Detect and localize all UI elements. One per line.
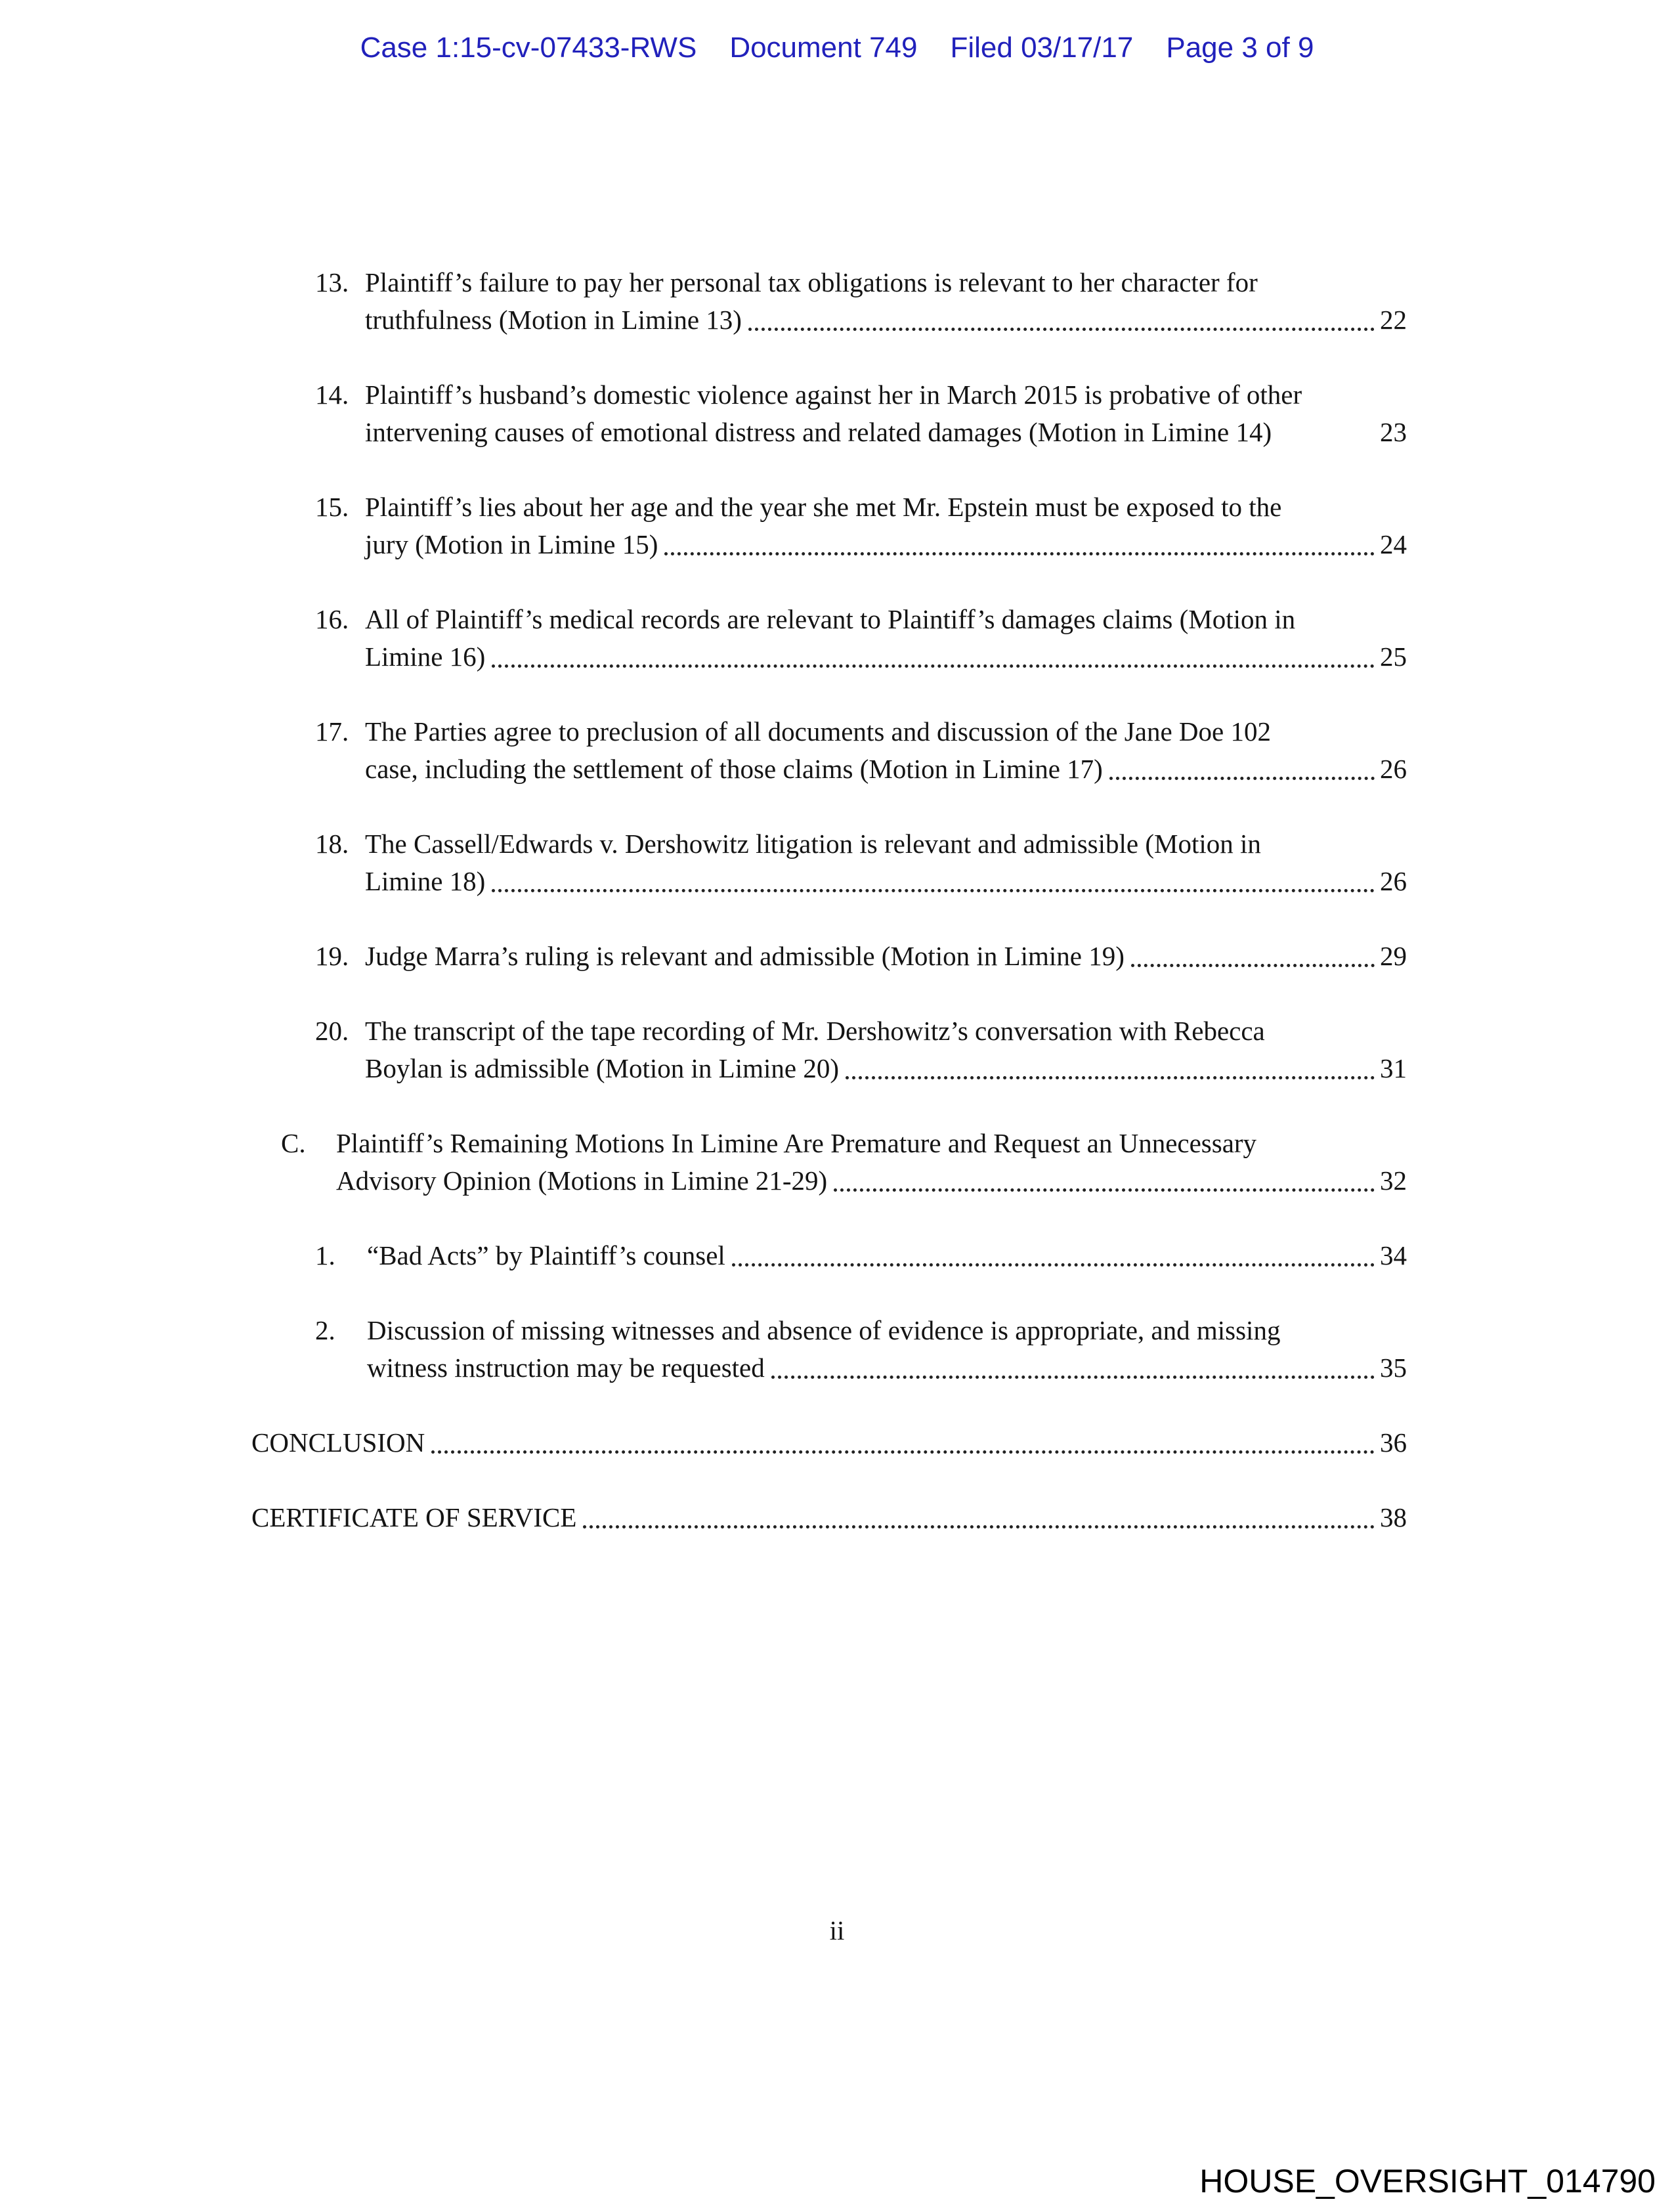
toc-entry-body [251,1499,1407,1536]
toc-line [251,1499,1407,1536]
toc-entry-body [365,825,1407,900]
dot-leader [771,1376,1375,1379]
toc-entry-text: truthfulness (Motion in Limine 13) [365,305,742,335]
toc-entry-text: case, including the settlement of those claims (Motion in Limine 17) [365,754,1103,784]
toc-line: All of Plaintiff’s medical records are relevant to Plaintiff’s damages claims (Motion in [365,604,1296,634]
toc-entry-body [367,1237,1407,1274]
dot-leader [1109,777,1375,780]
toc-page-number: 26 [1380,754,1407,784]
dot-leader [834,1188,1375,1192]
toc-page-number: 22 [1380,305,1407,335]
header-page-count: Page 3 of 9 [1166,32,1314,64]
toc-entry-text: Limine 16) [365,641,486,672]
toc-entry-marker: 2. [315,1315,335,1345]
page-folio: ii [829,1915,845,1945]
toc-entry-marker: C. [281,1128,306,1158]
toc-entry-body [365,1012,1407,1087]
toc-entry [251,713,1407,788]
toc-page-number: 31 [1380,1053,1407,1083]
toc-page-number: 24 [1380,529,1407,559]
toc-entry-body [365,601,1407,676]
toc-line [367,1237,1407,1274]
toc-page-number: 25 [1380,641,1407,672]
toc-page-number: 32 [1380,1165,1407,1196]
header-case-number: Case 1:15-cv-07433-RWS [360,32,697,64]
toc-line [365,750,1407,788]
toc-line: The transcript of the tape recording of Mr. Dershowitz’s conversation with Rebecca [365,1016,1265,1046]
toc-entry-text: Advisory Opinion (Motions in Limine 21-29) [336,1165,828,1196]
toc-line: Discussion of missing witnesses and absence of evidence is appropriate, and missing [367,1315,1281,1345]
toc-entry-text: Limine 18) [365,866,486,896]
dot-leader [492,889,1375,892]
dot-leader [748,328,1375,331]
toc-entry-body [365,488,1407,563]
toc-entry [251,264,1407,339]
toc-entry-marker: 19. [315,941,349,971]
toc-line [365,638,1407,676]
toc-entry-text: Judge Marra’s ruling is relevant and admissible (Motion in Limine 19) [365,941,1125,971]
toc-page-number: 29 [1380,941,1407,971]
toc-entry [251,376,1407,451]
toc-line [365,863,1407,900]
toc-entry [251,488,1407,563]
toc-page-number: 35 [1380,1353,1407,1383]
header-document-number: Document 749 [729,32,918,64]
toc-entry [251,825,1407,900]
toc-entry-body [365,264,1407,339]
toc-entry-marker: 17. [315,716,349,747]
ecf-header-stamp [0,32,1674,64]
toc-line: Plaintiff’s Remaining Motions In Limine Are Premature and Request an Unnecessary [336,1128,1257,1158]
toc-page-number: 36 [1380,1427,1407,1458]
toc-line [365,526,1407,563]
toc-entry-marker: 14. [315,380,349,410]
toc-page-number: 34 [1380,1240,1407,1270]
toc-line: Plaintiff’s lies about her age and the year she met Mr. Epstein must be exposed to the [365,492,1282,522]
toc-entry-text: CERTIFICATE OF SERVICE [251,1502,577,1532]
toc-page-number: 38 [1380,1502,1407,1532]
toc-page-number: 23 [1380,417,1407,447]
toc-entry-marker: 18. [315,829,349,859]
toc-entry-body [365,938,1407,975]
dot-leader [664,552,1375,555]
dot-leader [732,1263,1375,1267]
toc-entry-text: Boylan is admissible (Motion in Limine 20) [365,1053,840,1083]
toc-entry-body [367,1312,1407,1387]
toc-entry-marker: 13. [315,267,349,297]
toc-entry-marker: 16. [315,604,349,634]
toc-entry-body [251,1424,1407,1462]
toc-line: Plaintiff’s failure to pay her personal tax obligations is relevant to her character for [365,267,1258,297]
toc-line [365,1050,1407,1087]
toc-entry-text: jury (Motion in Limine 15) [365,529,658,559]
toc-line [365,301,1407,339]
toc-entry [251,601,1407,676]
toc-line [365,938,1407,975]
toc-entry [251,1237,1407,1274]
dot-leader [492,664,1375,668]
toc-entry [251,938,1407,975]
toc-entry-body [365,713,1407,788]
toc-entry-marker: 15. [315,492,349,522]
toc-entry [251,1312,1407,1387]
toc-line [336,1162,1407,1200]
toc-entry [251,1424,1407,1462]
toc-entry-body [336,1125,1407,1200]
toc-entry-text: intervening causes of emotional distress and related damages (Motion in Limine 14) [365,417,1272,447]
toc-entry-text: “Bad Acts” by Plaintiff’s counsel [367,1240,725,1270]
bates-stamp: HOUSE_OVERSIGHT_014790 [1199,2163,1656,2200]
toc-line [367,1349,1407,1387]
toc-entry-marker: 20. [315,1016,349,1046]
toc-entry-body [365,376,1407,451]
toc-entry-text: witness instruction may be requested [367,1353,765,1383]
dot-leader [583,1525,1375,1529]
toc-entry [251,1125,1407,1200]
dot-leader [846,1076,1375,1079]
header-filed-date: Filed 03/17/17 [950,32,1134,64]
toc-line: Plaintiff’s husband’s domestic violence against her in March 2015 is probative of other [365,380,1302,410]
toc-line [251,1424,1407,1462]
toc-entry-text: CONCLUSION [251,1427,425,1458]
dot-leader [1131,964,1375,967]
toc-entry [251,1499,1407,1536]
toc-page-number: 26 [1380,866,1407,896]
toc-line [365,414,1407,451]
toc-entry-marker: 1. [315,1240,335,1270]
toc [251,264,1407,1574]
dot-leader [431,1450,1375,1454]
toc-entry [251,1012,1407,1087]
toc-line: The Cassell/Edwards v. Dershowitz litigation is relevant and admissible (Motion in [365,829,1261,859]
toc-line: The Parties agree to preclusion of all documents and discussion of the Jane Doe 102 [365,716,1271,747]
